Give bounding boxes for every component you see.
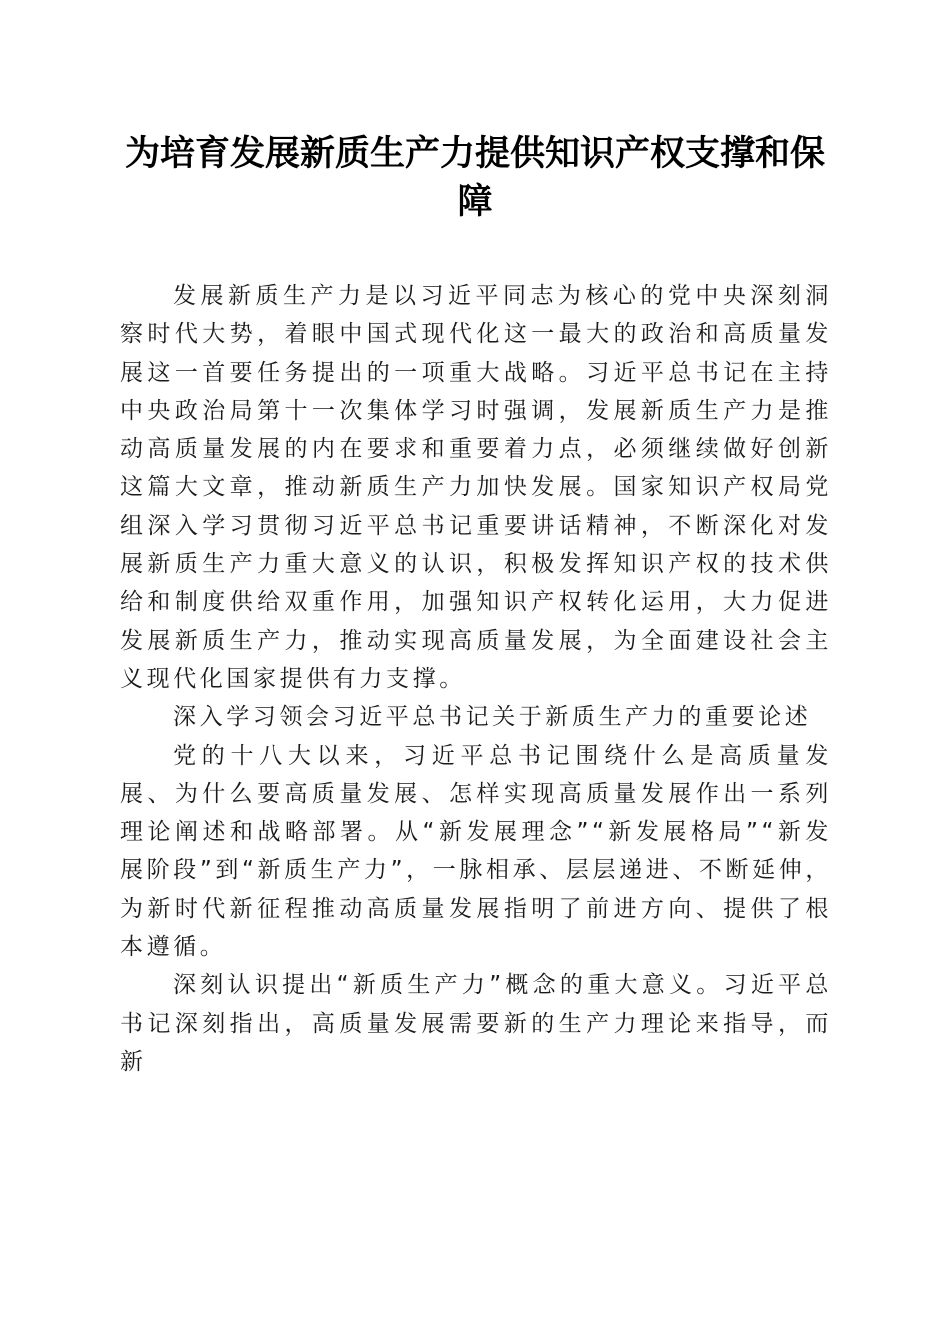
paragraph-significance: 深刻认识提出“新质生产力”概念的重大意义。习近平总书记深刻指出，高质量发展需要新的生产力理论来指导，而新 — [120, 972, 832, 1075]
section-heading: 深入学习领会习近平总书记关于新质生产力的重要论述 — [173, 704, 812, 731]
paragraph-background: 党的十八大以来，习近平总书记围绕什么是高质量发展、为什么要高质量发展、怎样实现高质量发展作出一系列理论阐述和战略部署。从“新发展理念”“新发展格局”“新发展阶段”到“新质生产力”，一脉相承、层层递进、不断延伸，为新时代新征程推动高质量发展指明了前进方向、提供了根本遵循。 — [120, 742, 832, 961]
document-body — [120, 277, 832, 1081]
paragraph-intro: 发展新质生产力是以习近平同志为核心的党中央深刻洞察时代大势，着眼中国式现代化这一最大的政治和高质量发展这一首要任务提出的一项重大战略。习近平总书记在主持中央政治局第十一次集体学习时强调，发展新质生产力是推动高质量发展的内在要求和重要着力点，必须继续做好创新这篇大文章，推动新质生产力加快发展。国家知识产权局党组深入学习贯彻习近平总书记重要讲话精神，不断深化对发展新质生产力重大意义的认识，积极发挥知识产权的技术供给和制度供给双重作用，加强知识产权转化运用，大力促进发展新质生产力，推动实现高质量发展，为全面建设社会主义现代化国家提供有力支撑。 — [120, 283, 832, 692]
document-title: 为培育发展新质生产力提供知识产权支撑和保障 — [124, 133, 825, 222]
